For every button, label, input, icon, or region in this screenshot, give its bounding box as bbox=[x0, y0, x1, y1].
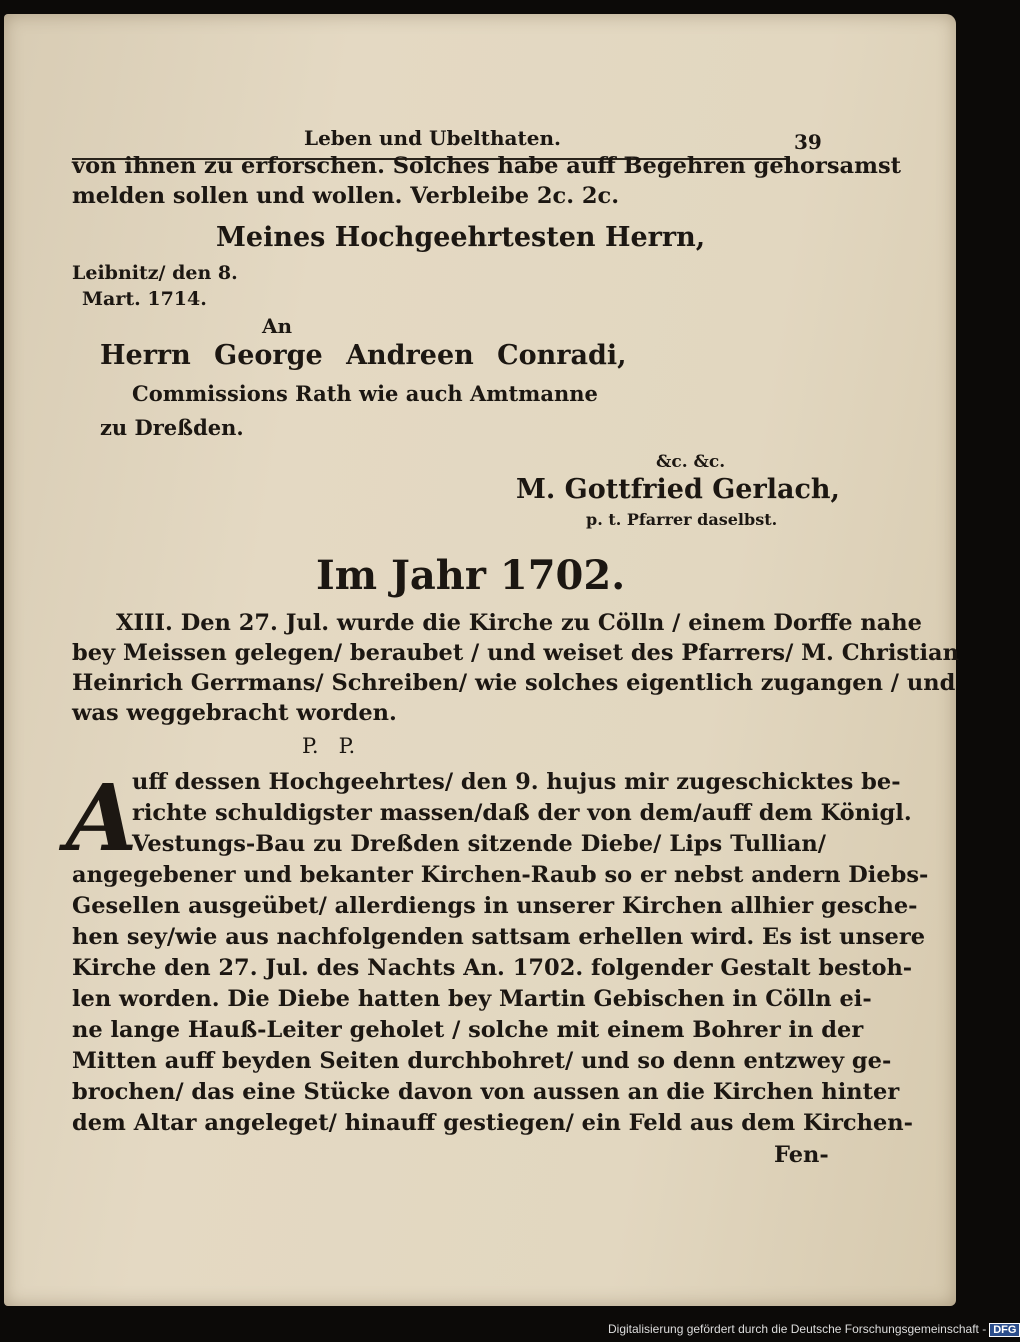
pp-salutation: P. P. bbox=[302, 734, 356, 758]
paragraph-line: Kirche den 27. Jul. des Nachts An. 1702. folgender Gestalt bestoh- bbox=[72, 955, 913, 981]
text-line: melden sollen und wollen. Verbleibe 2c. 2c. bbox=[72, 183, 620, 209]
paragraph-line: brochen/ das eine Stücke davon von aussen an die Kirchen hinter bbox=[72, 1079, 900, 1105]
letter-salutation: Meines Hochgeehrtesten Herrn, bbox=[216, 222, 706, 253]
recipient-title: Commissions Rath wie auch Amtmanne bbox=[132, 381, 598, 406]
section-heading: Im Jahr 1702. bbox=[316, 552, 626, 599]
footer-credit bbox=[608, 1322, 1020, 1337]
recipient-name: Herrn George Andreen Conradi, bbox=[100, 340, 627, 371]
paragraph-line: len worden. Die Diebe hatten bey Martin Gebischen in Cölln ei- bbox=[72, 986, 872, 1012]
paragraph-line: Mitten auff beyden Seiten durchbohret/ und so denn entzwey ge- bbox=[72, 1048, 892, 1074]
paragraph-line: Gesellen ausgeübet/ allerdiengs in unserer Kirchen allhier gesche- bbox=[72, 893, 918, 919]
summary-line: XIII. Den 27. Jul. wurde die Kirche zu Cölln / einem Dorffe nahe bbox=[116, 610, 922, 636]
catchword: Fen- bbox=[774, 1142, 829, 1168]
dfg-logo: DFG bbox=[989, 1323, 1020, 1337]
footer-text: Digitalisierung gefördert durch die Deutsche Forschungsgemeinschaft - bbox=[608, 1322, 987, 1336]
paragraph-line: Vestungs-Bau zu Dreßden sitzende Diebe/ Lips Tullian/ bbox=[132, 831, 826, 857]
recipient-place: zu Dreßden. bbox=[100, 415, 244, 440]
etc: &c. &c. bbox=[656, 452, 726, 472]
text-line: von ihnen zu erforschen. Solches habe auff Begehren gehorsamst bbox=[72, 153, 902, 179]
address-to: An bbox=[262, 314, 293, 338]
signature-title: p. t. Pfarrer daselbst. bbox=[586, 510, 778, 529]
scanned-page bbox=[4, 14, 959, 1306]
signature: M. Gottfried Gerlach, bbox=[516, 474, 840, 505]
place-date: Leibnitz/ den 8. bbox=[72, 262, 238, 284]
drop-cap: A bbox=[66, 764, 138, 872]
place-date: Mart. 1714. bbox=[82, 288, 207, 310]
summary-line: bey Meissen gelegen/ beraubet / und weiset des Pfarrers/ M. Christian bbox=[72, 640, 959, 666]
running-title: Leben und Ubelthaten. bbox=[304, 126, 561, 150]
paragraph-line: angegebener und bekanter Kirchen-Raub so er nebst andern Diebs- bbox=[72, 862, 929, 888]
paragraph-line: uff dessen Hochgeehrtes/ den 9. hujus mir zugeschicktes be- bbox=[132, 769, 901, 795]
paragraph-line: richte schuldigster massen/daß der von dem/auff dem Königl. bbox=[132, 800, 912, 826]
paragraph-line: hen sey/wie aus nachfolgenden sattsam erhellen wird. Es ist unsere bbox=[72, 924, 926, 950]
summary-line: was weggebracht worden. bbox=[72, 700, 397, 726]
summary-line: Heinrich Gerrmans/ Schreiben/ wie solches eigentlich zugangen / und bbox=[72, 670, 956, 696]
paragraph-line: dem Altar angeleget/ hinauff gestiegen/ ein Feld aus dem Kirchen- bbox=[72, 1110, 914, 1136]
page-number: 39 bbox=[794, 130, 822, 154]
paragraph-line: ne lange Hauß-Leiter geholet / solche mit einem Bohrer in der bbox=[72, 1017, 864, 1043]
